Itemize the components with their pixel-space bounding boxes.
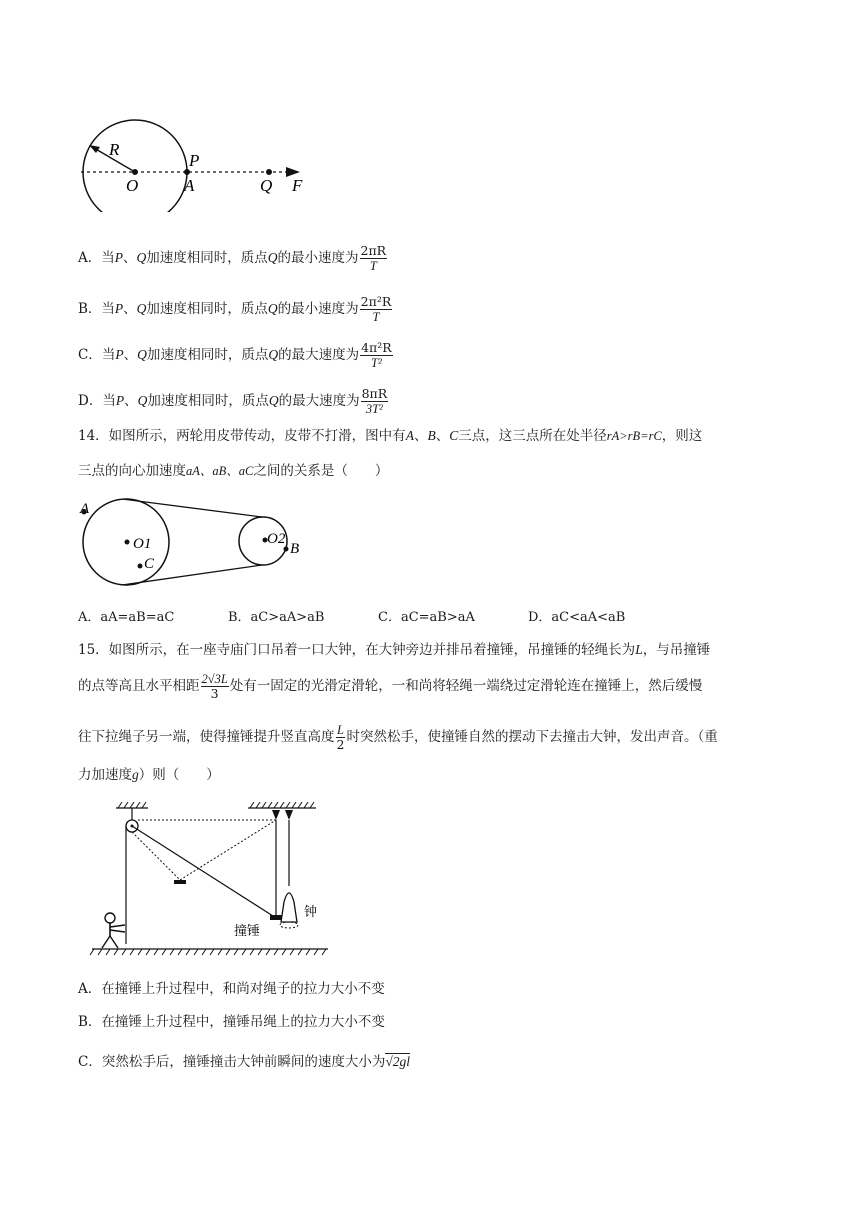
var-q: Q [137,393,148,408]
sep: 、 [123,301,137,317]
label-A: A [80,501,90,517]
label-O1: O1 [133,536,152,552]
option-tail: 的最小速度为 [277,250,359,266]
sep: 、 [123,250,137,266]
fraction [360,341,393,370]
numerator: 2√3L [201,672,228,686]
var-l: L [635,642,643,657]
var-q: Q [136,301,147,316]
numerator: 8πR [361,386,388,401]
text: 15．如图所示，在一座寺庙门口吊着一口大钟，在大钟旁边并排吊着撞锤，吊撞锤的轻绳长为 [78,642,636,658]
label-Q: Q [260,176,273,195]
label-A: A [184,176,195,195]
var-q: Q [268,393,279,408]
fraction [360,295,393,324]
option-mid: 加速度相同时，质点 [146,301,268,317]
text: 之间的关系是（ ） [253,463,389,479]
fraction [361,387,389,416]
var-q: Q [267,250,278,265]
accel-symbols: aA、aB、aC [186,464,254,478]
numerator: 2π²R [360,294,392,309]
q15-stem-line4 [78,765,220,785]
label-R: R [109,140,120,159]
q15-option-b[interactable]: B．在撞锤上升过程中，撞锤吊绳上的拉力大小不变 [78,1014,385,1030]
sep: 、 [435,428,450,444]
option-mid: 加速度相同时，质点 [146,250,268,266]
numerator: 2πR [360,243,387,258]
q14-stem-line1 [78,426,702,446]
option-prefix: A．当 [78,250,115,266]
q13-option-a[interactable] [78,244,388,273]
fraction [360,244,388,273]
text: 处有一固定的光滑定滑轮，一和尚将轻绳一端绕过定滑轮连在撞锤上，然后缓慢 [229,678,703,694]
sqrt-expression: √2gl [385,1054,411,1069]
q15-option-c[interactable] [78,1052,410,1072]
q13-option-c[interactable] [78,341,394,370]
label-hammer: 撞锤 [234,924,261,939]
q14-option-a[interactable]: A．aA=aB=aC [78,610,175,625]
q13-option-b[interactable] [78,295,393,324]
label-bell: 钟 [304,905,318,920]
option-tail: 的最大速度为 [278,347,360,363]
var-b: B [427,428,436,443]
option-prefix: D．当 [78,393,116,409]
text: 14．如图所示，两轮用皮带传动，皮带不打滑，图中有 [78,428,406,444]
text: 三点的向心加速度 [78,463,186,479]
q15-stem-line2 [78,672,702,701]
option-text: C．突然松手后，撞锤撞击大钟前瞬间的速度大小为 [78,1054,386,1070]
sep: 、 [413,428,428,444]
var-q: Q [268,347,279,362]
sep: 、 [123,347,138,363]
denominator: 3 [210,686,219,701]
denominator: T² [371,356,382,370]
denominator: 2 [336,737,345,752]
text: 的点等高且水平相距 [78,678,200,694]
radius-relation: rA>rB=rC [606,429,662,443]
text: 力加速度 [78,767,132,783]
label-B: B [290,541,300,557]
text: ，则这 [661,428,703,444]
text: 三点，这三点所在处半径 [458,428,607,444]
figure-belt-pulleys [76,494,316,594]
label-F: F [292,176,303,195]
label-P: P [189,151,200,170]
denominator: T [369,259,377,273]
sep: 、 [124,393,138,409]
option-mid: 加速度相同时，质点 [147,393,269,409]
figure-circle-force [76,108,316,212]
fraction-distance [201,672,229,701]
var-p: P [114,301,124,316]
option-prefix: B．当 [78,301,115,317]
fraction-height [336,723,346,752]
label-O2: O2 [267,531,286,547]
var-q: Q [137,347,147,362]
denominator: 3T² [365,402,383,416]
var-q: Q [136,250,147,265]
var-p: P [114,250,123,265]
label-C: C [144,556,155,572]
denominator: T [372,310,380,324]
option-tail: 的最大速度为 [278,393,360,409]
q14-option-d[interactable]: D．aC<aA<aB [528,610,626,625]
q14-option-c[interactable]: C．aC=aB>aA [378,610,475,625]
var-c: C [449,428,459,443]
figure-bell-hammer [88,798,338,962]
option-prefix: C．当 [78,347,116,363]
var-q: Q [267,301,278,316]
option-mid: 加速度相同时，质点 [146,347,269,363]
numerator: 4π²R [361,340,392,355]
q14-option-b[interactable]: B．aC>aA>aB [228,610,325,625]
option-tail: 的最小速度为 [277,301,359,317]
text: 往下拉绳子另一端，使得撞锤提升竖直高度 [78,729,335,745]
var-p: P [115,347,124,362]
q15-stem-line1 [78,640,710,660]
var-g: g [132,767,139,782]
var-a: A [405,428,414,443]
q15-option-a[interactable]: A．在撞锤上升过程中，和尚对绳子的拉力大小不变 [78,981,385,997]
label-O: O [126,176,139,195]
var-p: P [115,393,125,408]
text: ，与吊撞锤 [642,642,711,658]
text: ）则（ ） [138,767,220,783]
numerator: L [337,723,344,737]
text: 时突然松手，使撞锤自然的摆动下去撞击大钟，发出声音。（重 [346,729,718,745]
q14-stem-line2 [78,461,388,481]
q15-stem-line3 [78,723,718,752]
q13-option-d[interactable] [78,387,389,416]
